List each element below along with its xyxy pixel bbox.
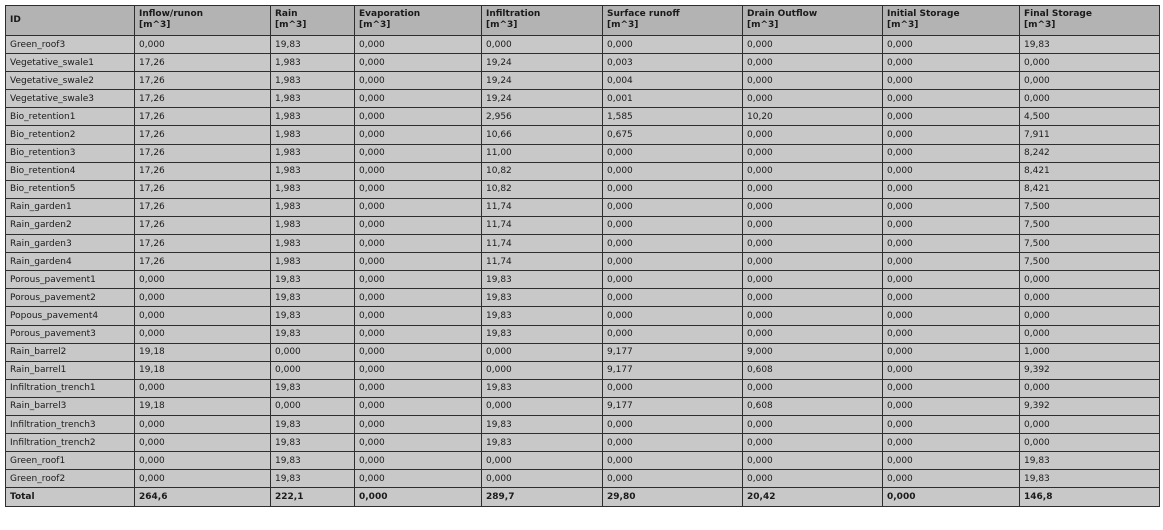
table-cell: 0,000 [883,379,1020,397]
table-cell: 0,000 [355,72,482,90]
table-cell: 9,177 [603,361,743,379]
table-cell: 17,26 [135,72,271,90]
table-cell: 0,000 [743,434,883,452]
table-row[interactable] [6,144,1160,162]
table-cell: 19,83 [1020,36,1160,54]
table-cell: 0,000 [883,271,1020,289]
table-cell: 0,000 [883,325,1020,343]
table-row[interactable] [6,253,1160,271]
column-header-unit: [m^3] [486,20,518,30]
total-cell: 0,000 [883,488,1020,507]
table-cell: 7,911 [1020,126,1160,144]
table-cell: 0,000 [603,415,743,433]
table-cell: 0,000 [355,126,482,144]
table-cell: 0,000 [271,343,355,361]
table-cell: 1,983 [271,235,355,253]
table-cell: 17,26 [135,235,271,253]
table-cell: 19,83 [271,434,355,452]
table-cell: 0,000 [883,126,1020,144]
table-cell: 0,000 [743,307,883,325]
table-cell: 1,983 [271,216,355,234]
table-cell: 0,000 [482,397,603,415]
table-cell: 9,177 [603,397,743,415]
table-cell: 0,000 [743,289,883,307]
row-id-cell: Rain_garden4 [6,253,135,271]
table-cell: 0,000 [743,470,883,488]
table-cell: 10,66 [482,126,603,144]
table-row[interactable] [6,108,1160,126]
header-row [6,6,1160,36]
table-cell: 0,000 [355,470,482,488]
column-header-unit: [m^3] [275,20,307,30]
row-id-cell: Vegetative_swale1 [6,54,135,72]
row-id-cell: Porous_pavement3 [6,325,135,343]
table-cell: 0,000 [355,54,482,72]
table-cell: 0,000 [355,379,482,397]
table-cell: 17,26 [135,126,271,144]
column-header-label: Final Storage [1024,9,1092,19]
row-id-cell: Rain_barrel3 [6,397,135,415]
table-cell: 0,000 [603,36,743,54]
table-cell: 19,18 [135,361,271,379]
table-cell: 0,000 [603,379,743,397]
table-cell: 19,18 [135,343,271,361]
table-cell: 10,82 [482,162,603,180]
table-row[interactable] [6,434,1160,452]
row-id-cell: Infiltration_trench1 [6,379,135,397]
table-cell: 19,83 [482,379,603,397]
table-cell: 7,500 [1020,253,1160,271]
table-cell: 0,000 [603,271,743,289]
table-cell: 19,24 [482,90,603,108]
table-row[interactable] [6,397,1160,415]
table-cell: 0,000 [603,289,743,307]
total-cell: 289,7 [482,488,603,507]
table-cell: 17,26 [135,198,271,216]
table-row[interactable] [6,36,1160,54]
table-cell: 17,26 [135,162,271,180]
table-cell: 0,000 [883,108,1020,126]
table-cell: 0,000 [743,253,883,271]
table-cell: 0,000 [355,108,482,126]
table-cell: 0,000 [1020,289,1160,307]
table-cell: 0,000 [603,198,743,216]
column-header-label: Inflow/runon [139,9,204,19]
row-id-cell: Porous_pavement2 [6,289,135,307]
table-row[interactable] [6,90,1160,108]
row-id-cell: Porous_pavement1 [6,271,135,289]
table-cell: 0,000 [355,325,482,343]
table-cell: 17,26 [135,54,271,72]
table-cell: 0,000 [355,36,482,54]
table-cell: 0,000 [883,72,1020,90]
table-cell: 0,000 [743,235,883,253]
table-cell: 19,83 [482,289,603,307]
table-cell: 0,004 [603,72,743,90]
table-cell: 0,608 [743,397,883,415]
table-cell: 0,000 [743,144,883,162]
table-cell: 1,983 [271,54,355,72]
table-cell: 0,608 [743,361,883,379]
table-cell: 0,000 [135,379,271,397]
column-header-drain-outflow[interactable] [743,6,883,36]
total-cell: 264,6 [135,488,271,507]
table-cell: 0,000 [883,36,1020,54]
table-row[interactable] [6,162,1160,180]
table-row[interactable] [6,180,1160,198]
table-cell: 0,000 [743,452,883,470]
table-cell: 0,000 [1020,415,1160,433]
table-cell: 0,000 [883,235,1020,253]
table-cell: 10,82 [482,180,603,198]
table-cell: 0,000 [883,415,1020,433]
table-cell: 0,000 [603,144,743,162]
table-cell: 0,000 [1020,271,1160,289]
table-cell: 0,000 [355,397,482,415]
column-header-unit: [m^3] [607,20,639,30]
column-header-rain[interactable] [271,6,355,36]
row-id-cell: Vegetative_swale2 [6,72,135,90]
table-row[interactable] [6,54,1160,72]
table-cell: 9,177 [603,343,743,361]
column-header-label: Infiltration [486,9,541,19]
table-cell: 10,20 [743,108,883,126]
table-cell: 2,956 [482,108,603,126]
table-cell: 19,83 [482,415,603,433]
table-cell: 1,000 [1020,343,1160,361]
table-cell: 8,242 [1020,144,1160,162]
row-id-cell: Popous_pavement4 [6,307,135,325]
table-row[interactable] [6,470,1160,488]
table-row[interactable] [6,452,1160,470]
table-cell: 1,983 [271,72,355,90]
table-cell: 0,000 [355,307,482,325]
table-cell: 0,000 [135,289,271,307]
table-cell: 0,000 [355,452,482,470]
table-cell: 0,000 [482,343,603,361]
table-cell: 0,000 [482,470,603,488]
table-cell: 0,000 [603,325,743,343]
table-cell: 0,000 [1020,325,1160,343]
column-header-surface-runoff[interactable] [603,6,743,36]
table-cell: 0,000 [603,434,743,452]
table-cell: 0,000 [135,271,271,289]
table-cell: 7,500 [1020,198,1160,216]
row-id-cell: Rain_garden3 [6,235,135,253]
table-cell: 0,000 [883,343,1020,361]
table-cell: 0,000 [603,216,743,234]
table-row[interactable] [6,198,1160,216]
table-cell: 19,83 [271,379,355,397]
table-cell: 9,392 [1020,361,1160,379]
table-cell: 0,000 [355,235,482,253]
total-cell: Total [6,488,135,507]
table-cell: 4,500 [1020,108,1160,126]
row-id-cell: Green_roof2 [6,470,135,488]
table-cell: 0,000 [603,452,743,470]
table-cell: 19,83 [271,470,355,488]
column-header-infiltration[interactable] [482,6,603,36]
table-row[interactable] [6,379,1160,397]
table-cell: 19,83 [271,307,355,325]
table-cell: 1,983 [271,126,355,144]
table-cell: 0,000 [743,54,883,72]
table-cell: 11,00 [482,144,603,162]
row-id-cell: Rain_barrel1 [6,361,135,379]
row-id-cell: Green_roof3 [6,36,135,54]
row-id-cell: Infiltration_trench3 [6,415,135,433]
table-cell: 9,392 [1020,397,1160,415]
table-cell: 0,000 [271,397,355,415]
table-row[interactable] [6,343,1160,361]
table-body [6,36,1160,488]
table-row[interactable] [6,361,1160,379]
table-cell: 0,000 [743,271,883,289]
table-cell: 0,000 [355,415,482,433]
column-header-unit: [m^3] [887,20,919,30]
table-cell: 0,000 [355,144,482,162]
table-cell: 0,000 [355,253,482,271]
table-cell: 0,000 [1020,434,1160,452]
table-row[interactable] [6,72,1160,90]
table-cell: 17,26 [135,216,271,234]
table-cell: 0,000 [883,397,1020,415]
table-cell: 0,000 [135,307,271,325]
table-row[interactable] [6,289,1160,307]
table-cell: 19,83 [271,36,355,54]
table-cell: 9,000 [743,343,883,361]
total-cell: 222,1 [271,488,355,507]
table-cell: 19,83 [271,289,355,307]
table-cell: 19,83 [271,325,355,343]
column-header-label: Surface runoff [607,9,680,19]
table-cell: 1,983 [271,180,355,198]
table-cell: 0,000 [135,434,271,452]
table-cell: 1,983 [271,108,355,126]
column-header-initial-storage[interactable] [883,6,1020,36]
table-cell: 0,000 [1020,72,1160,90]
table-cell: 0,000 [355,216,482,234]
table-cell: 0,000 [271,361,355,379]
table-cell: 0,000 [1020,90,1160,108]
table-cell: 19,83 [482,271,603,289]
column-header-unit: [m^3] [1024,20,1056,30]
table-cell: 0,000 [883,216,1020,234]
table-cell: 0,000 [355,343,482,361]
table-cell: 17,26 [135,90,271,108]
table-cell: 7,500 [1020,216,1160,234]
table-cell: 0,000 [743,72,883,90]
table-cell: 0,000 [743,325,883,343]
column-header-unit: [m^3] [359,20,391,30]
table-cell: 0,000 [883,54,1020,72]
table-cell: 17,26 [135,144,271,162]
table-cell: 0,000 [743,415,883,433]
table-cell: 0,000 [743,216,883,234]
table-cell: 17,26 [135,253,271,271]
row-id-cell: Green_roof1 [6,452,135,470]
table-cell: 1,983 [271,90,355,108]
table-cell: 0,000 [355,90,482,108]
table-cell: 0,000 [482,361,603,379]
column-header-label: Rain [275,9,298,19]
row-id-cell: Bio_retention5 [6,180,135,198]
table-cell: 0,000 [743,180,883,198]
column-header-final-storage[interactable] [1020,6,1160,36]
table-cell: 0,000 [1020,54,1160,72]
column-header-label: Evaporation [359,9,421,19]
table-cell: 0,001 [603,90,743,108]
table-cell: 0,000 [135,325,271,343]
table-cell: 0,000 [743,36,883,54]
table-cell: 0,000 [883,361,1020,379]
table-cell: 0,000 [1020,307,1160,325]
table-cell: 0,000 [883,90,1020,108]
table-cell: 19,24 [482,54,603,72]
row-id-cell: Bio_retention4 [6,162,135,180]
table-row[interactable] [6,216,1160,234]
row-id-cell: Rain_barrel2 [6,343,135,361]
lid-results-table [5,5,1160,507]
table-cell: 0,000 [135,452,271,470]
table-row[interactable] [6,415,1160,433]
row-id-cell: Rain_garden1 [6,198,135,216]
total-row [6,488,1160,507]
table-cell: 0,000 [355,271,482,289]
table-cell: 0,000 [743,126,883,144]
table-cell: 19,83 [271,452,355,470]
table-cell: 8,421 [1020,162,1160,180]
table-cell: 0,000 [1020,379,1160,397]
row-id-cell: Bio_retention2 [6,126,135,144]
table-cell: 0,000 [135,36,271,54]
column-header-inflow[interactable] [135,6,271,36]
table-cell: 0,000 [883,470,1020,488]
table-cell: 0,000 [603,253,743,271]
column-header-id[interactable] [6,6,135,36]
table-row[interactable] [6,325,1160,343]
table-cell: 19,83 [482,325,603,343]
table-cell: 0,000 [603,470,743,488]
row-id-cell: Bio_retention3 [6,144,135,162]
column-header-label: Drain Outflow [747,9,818,19]
table-cell: 0,000 [603,307,743,325]
table-cell: 0,000 [603,162,743,180]
table-cell: 1,983 [271,253,355,271]
table-cell: 0,000 [355,289,482,307]
column-header-label: ID [10,15,21,25]
table-cell: 0,000 [355,434,482,452]
table-cell: 19,83 [1020,470,1160,488]
row-id-cell: Infiltration_trench2 [6,434,135,452]
table-cell: 19,18 [135,397,271,415]
total-cell: 146,8 [1020,488,1160,507]
table-cell: 19,83 [482,434,603,452]
table-cell: 0,000 [743,90,883,108]
row-id-cell: Rain_garden2 [6,216,135,234]
table-cell: 11,74 [482,198,603,216]
column-header-unit: [m^3] [747,20,779,30]
table-row[interactable] [6,235,1160,253]
table-cell: 0,000 [355,198,482,216]
table-cell: 0,000 [135,470,271,488]
table-cell: 0,000 [743,162,883,180]
table-cell: 8,421 [1020,180,1160,198]
table-cell: 0,000 [883,307,1020,325]
table-row[interactable] [6,126,1160,144]
table-cell: 0,000 [883,253,1020,271]
table-cell: 1,983 [271,198,355,216]
table-cell: 7,500 [1020,235,1160,253]
table-cell: 19,83 [271,415,355,433]
table-cell: 0,000 [883,434,1020,452]
table-cell: 11,74 [482,253,603,271]
column-header-evaporation[interactable] [355,6,482,36]
table-cell: 19,83 [271,271,355,289]
table-cell: 0,000 [135,415,271,433]
table-cell: 17,26 [135,180,271,198]
table-cell: 0,000 [603,180,743,198]
table-cell: 0,000 [482,36,603,54]
table-cell: 0,000 [355,162,482,180]
table-cell: 1,983 [271,144,355,162]
table-cell: 19,83 [482,307,603,325]
table-cell: 19,83 [1020,452,1160,470]
table-cell: 11,74 [482,216,603,234]
table-cell: 19,24 [482,72,603,90]
table-cell: 0,000 [743,379,883,397]
total-cell: 20,42 [743,488,883,507]
table-cell: 0,000 [355,180,482,198]
table-row[interactable] [6,307,1160,325]
table-cell: 17,26 [135,108,271,126]
row-id-cell: Bio_retention1 [6,108,135,126]
column-header-label: Initial Storage [887,9,960,19]
table-cell: 0,000 [883,144,1020,162]
table-cell: 0,000 [883,162,1020,180]
table-cell: 0,000 [355,361,482,379]
table-cell: 0,675 [603,126,743,144]
table-cell: 0,000 [743,198,883,216]
table-cell: 1,585 [603,108,743,126]
column-header-unit: [m^3] [139,20,171,30]
table-cell: 1,983 [271,162,355,180]
results-table-container [5,5,1159,507]
total-cell: 0,000 [355,488,482,507]
total-cell: 29,80 [603,488,743,507]
table-cell: 0,000 [482,452,603,470]
table-cell: 0,000 [603,235,743,253]
table-cell: 11,74 [482,235,603,253]
row-id-cell: Vegetative_swale3 [6,90,135,108]
table-row[interactable] [6,271,1160,289]
table-cell: 0,003 [603,54,743,72]
table-cell: 0,000 [883,452,1020,470]
table-cell: 0,000 [883,180,1020,198]
table-cell: 0,000 [883,289,1020,307]
table-cell: 0,000 [883,198,1020,216]
